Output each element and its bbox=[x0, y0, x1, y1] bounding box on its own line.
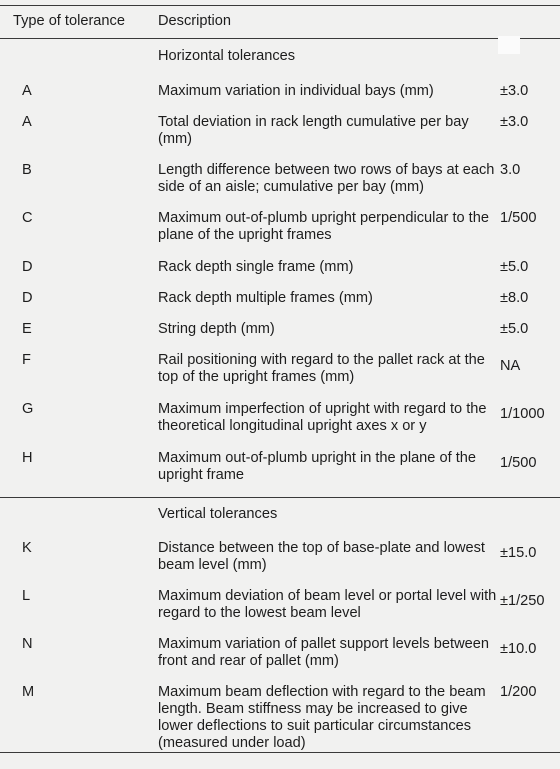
row-description: Maximum deviation of beam level or portal level with regard to the lowest beam level bbox=[158, 588, 497, 621]
row-value: ±15.0 bbox=[500, 545, 537, 561]
row-description: Maximum imperfection of upright with regard to the theoretical longitudinal upright axes x or y bbox=[158, 401, 487, 434]
row-type: G bbox=[22, 401, 34, 417]
row-value: 3.0 bbox=[500, 162, 521, 178]
row-value: 1/500 bbox=[500, 455, 537, 471]
row-description: Maximum out-of-plumb upright in the plane of the upright frame bbox=[158, 450, 476, 483]
table-bottom-rule bbox=[0, 752, 560, 753]
row-type: C bbox=[22, 210, 33, 226]
row-type: L bbox=[22, 588, 31, 604]
section-title-horizontal: Horizontal tolerances bbox=[158, 48, 296, 64]
row-value: 1/1000 bbox=[500, 406, 545, 422]
section-title-vertical: Vertical tolerances bbox=[158, 506, 278, 522]
row-value: ±5.0 bbox=[500, 321, 529, 337]
row-type: N bbox=[22, 636, 33, 652]
row-description: String depth (mm) bbox=[158, 321, 275, 337]
row-value: ±5.0 bbox=[500, 259, 529, 275]
row-type: F bbox=[22, 352, 31, 368]
row-value: 1/500 bbox=[500, 210, 537, 226]
row-description: Rack depth single frame (mm) bbox=[158, 259, 354, 275]
row-description: Length difference between two rows of bays at each side of an aisle; cumulative per bay (mm) bbox=[158, 162, 495, 195]
row-value: ±1/250 bbox=[500, 593, 545, 609]
row-description: Total deviation in rack length cumulative per bay (mm) bbox=[158, 114, 469, 147]
row-type: K bbox=[22, 540, 32, 556]
row-description: Maximum variation in individual bays (mm) bbox=[158, 83, 434, 99]
table-top-rule bbox=[0, 5, 560, 6]
row-value: ±10.0 bbox=[500, 641, 537, 657]
row-type: H bbox=[22, 450, 33, 466]
row-type: D bbox=[22, 290, 33, 306]
row-value: NA bbox=[500, 358, 521, 374]
row-description: Distance between the top of base-plate and lowest beam level (mm) bbox=[158, 540, 485, 573]
row-value: ±3.0 bbox=[500, 83, 529, 99]
row-description: Rack depth multiple frames (mm) bbox=[158, 290, 373, 306]
header-description: Description bbox=[158, 13, 231, 29]
row-value: ±8.0 bbox=[500, 290, 529, 306]
header-type-of-tolerance: Type of tolerance bbox=[13, 13, 125, 29]
row-type: E bbox=[22, 321, 32, 337]
row-description: Rail positioning with regard to the pallet rack at the top of the upright frames (mm) bbox=[158, 352, 485, 385]
row-value: 1/200 bbox=[500, 684, 537, 700]
row-type: B bbox=[22, 162, 32, 178]
row-description: Maximum beam deflection with regard to the beam length. Beam stiffness may be increased to give lower deflections to suit particular circumstances (measured under load) bbox=[158, 684, 486, 751]
row-value: ±3.0 bbox=[500, 114, 529, 130]
scan-artifact bbox=[498, 36, 520, 54]
row-type: A bbox=[22, 114, 32, 130]
section-divider-rule bbox=[0, 497, 560, 498]
header-bottom-rule bbox=[0, 38, 560, 39]
row-description: Maximum out-of-plumb upright perpendicular to the plane of the upright frames bbox=[158, 210, 489, 243]
row-description: Maximum variation of pallet support levels between front and rear of pallet (mm) bbox=[158, 636, 489, 669]
row-type: A bbox=[22, 83, 32, 99]
row-type: M bbox=[22, 684, 35, 700]
row-type: D bbox=[22, 259, 33, 275]
